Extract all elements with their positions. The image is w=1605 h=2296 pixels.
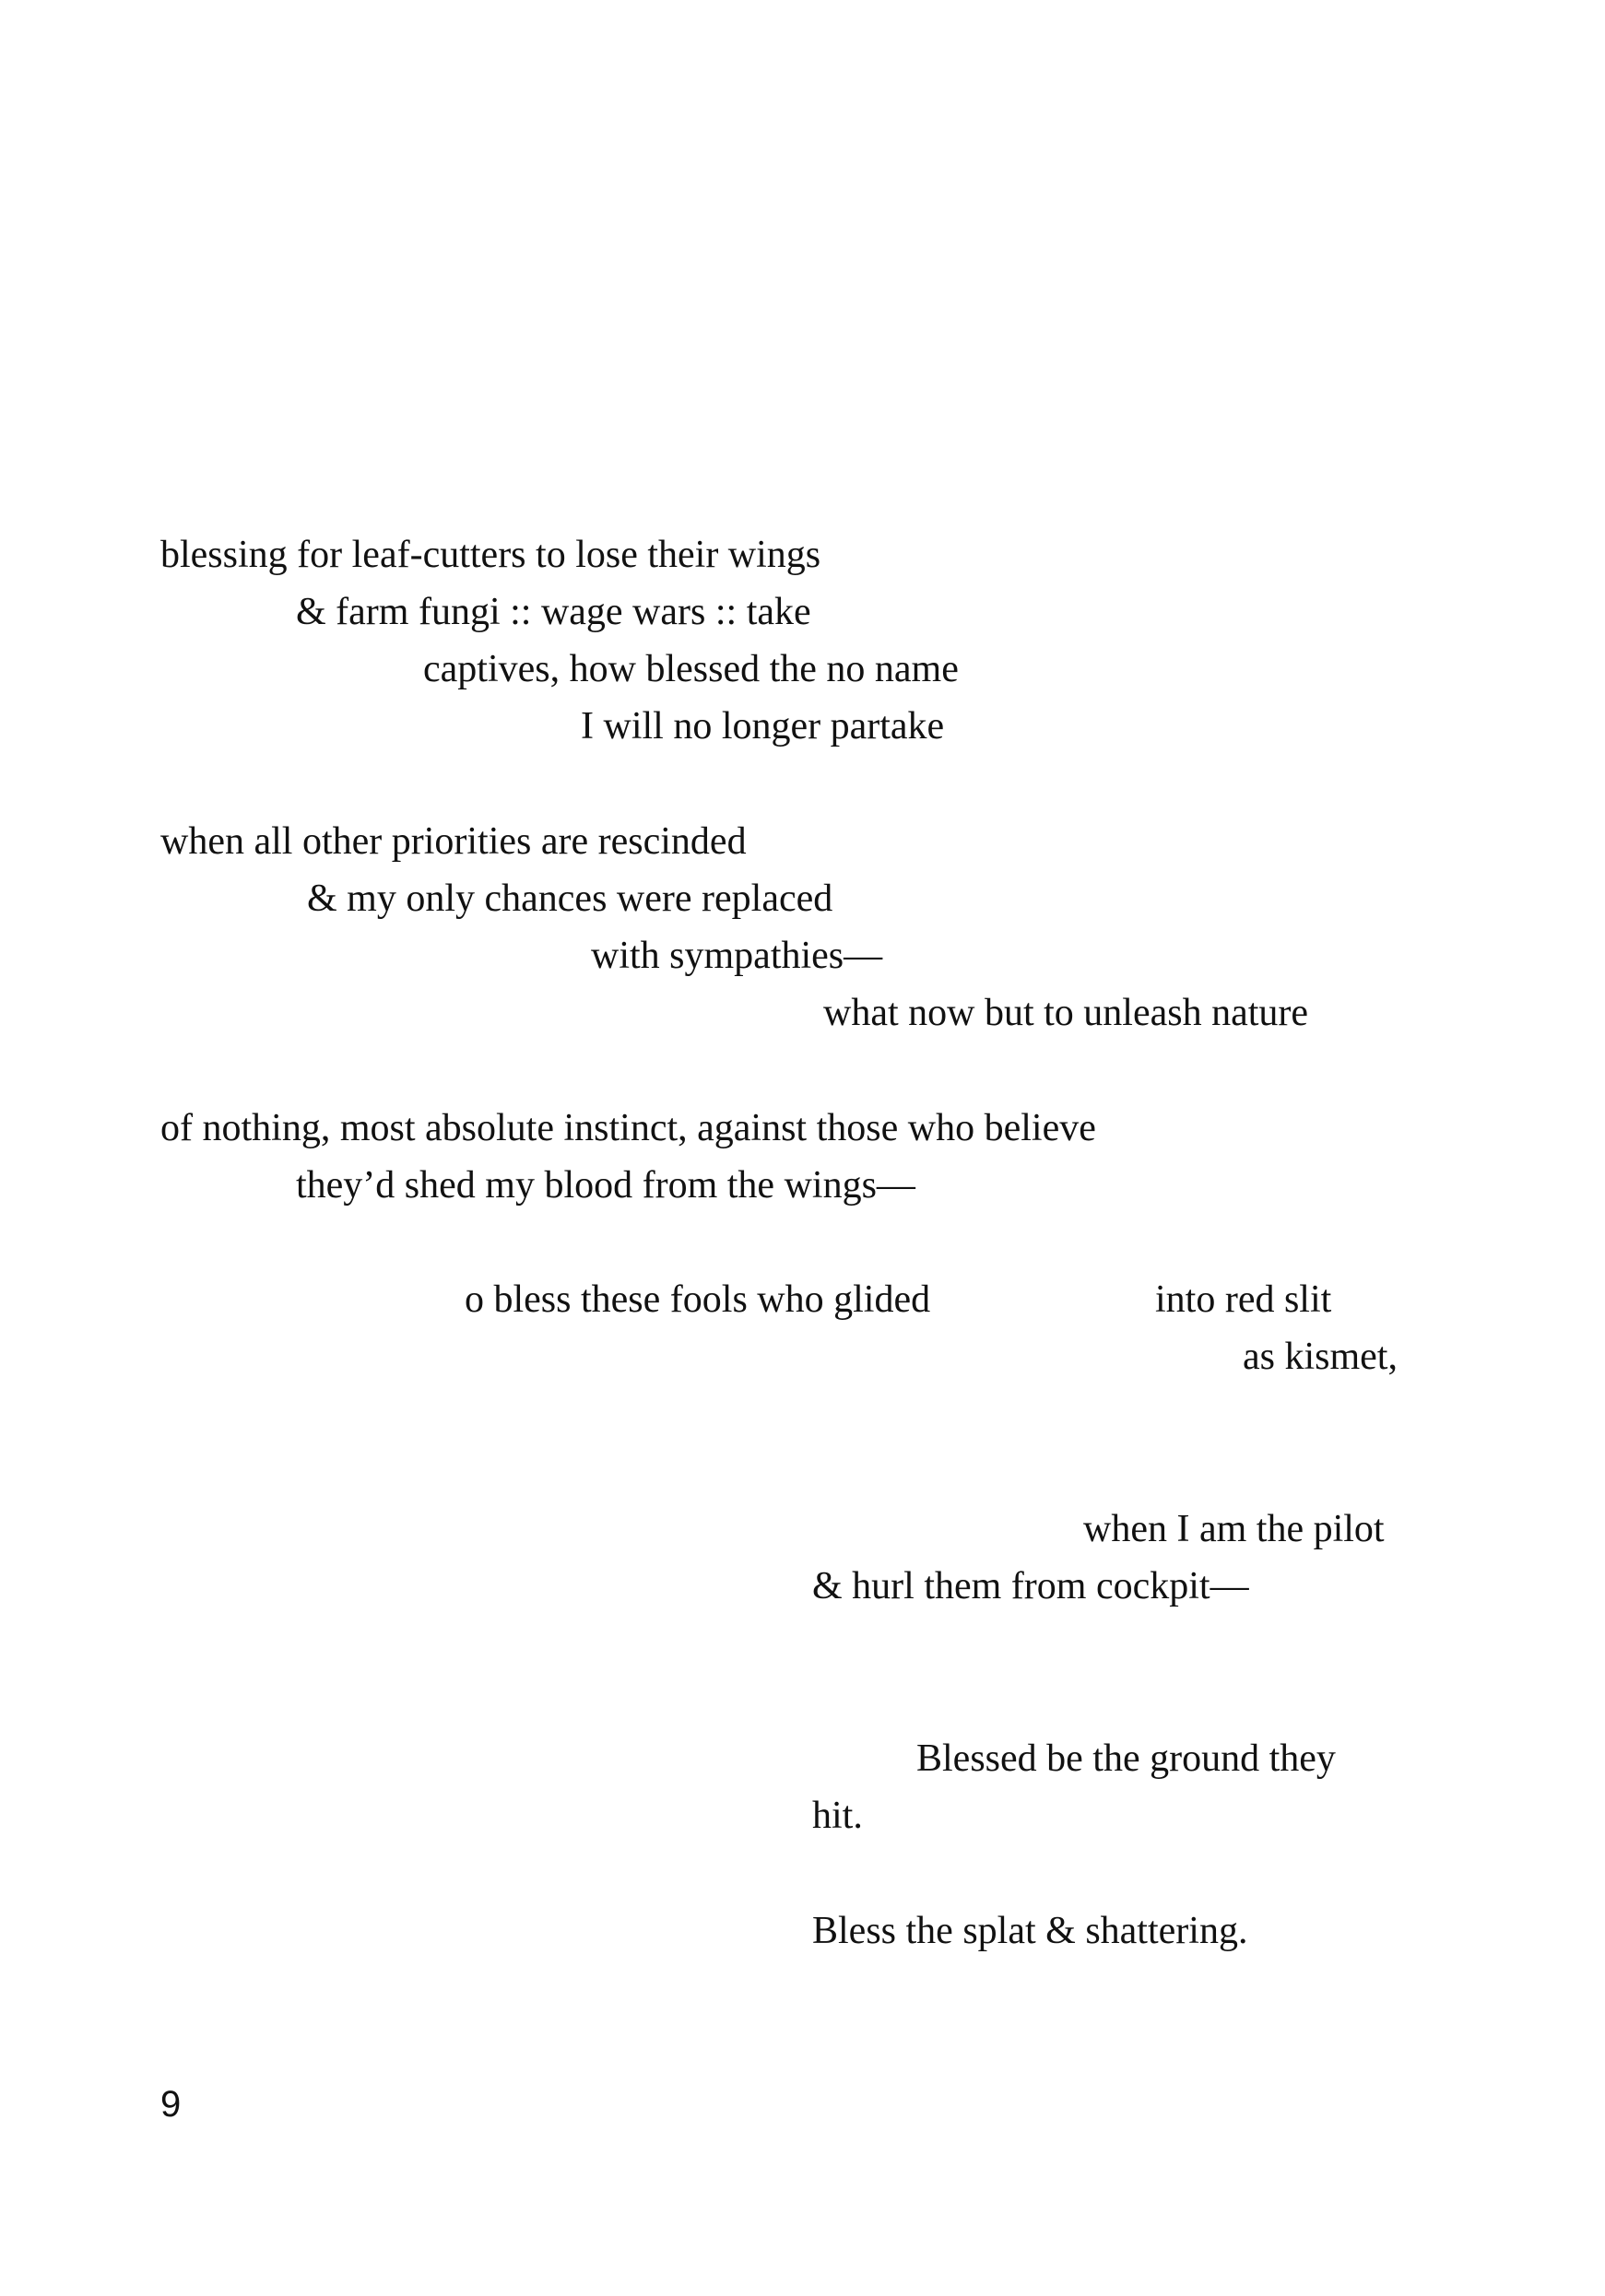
poem-line: what now but to unleash nature xyxy=(823,992,1309,1034)
poem-line: hit. xyxy=(812,1795,863,1837)
poem-line: of nothing, most absolute instinct, against those who believe xyxy=(160,1107,1096,1149)
poem-line: with sympathies— xyxy=(591,935,883,977)
poem-line: & my only chances were replaced xyxy=(307,877,833,920)
page-number: 9 xyxy=(160,2084,182,2125)
poem-line: I will no longer partake xyxy=(581,705,945,748)
poem-line: Blessed be the ground they xyxy=(916,1737,1336,1780)
poem-line: as kismet, xyxy=(1243,1336,1398,1378)
poem-line: when I am the pilot xyxy=(1083,1508,1385,1550)
poem-line: they’d shed my blood from the wings— xyxy=(296,1164,915,1207)
poem-line: & hurl them from cockpit— xyxy=(812,1565,1249,1607)
poem-line: when all other priorities are rescinded xyxy=(160,820,747,863)
poem-line: captives, how blessed the no name xyxy=(423,648,959,690)
poem-line: Bless the splat & shattering. xyxy=(812,1910,1248,1952)
poem-line: o bless these fools who glided xyxy=(465,1278,931,1321)
poem-line: into red slit xyxy=(1155,1278,1332,1321)
poem-line: blessing for leaf-cutters to lose their wings xyxy=(160,534,821,576)
poem-line: & farm fungi :: wage wars :: take xyxy=(296,591,811,633)
